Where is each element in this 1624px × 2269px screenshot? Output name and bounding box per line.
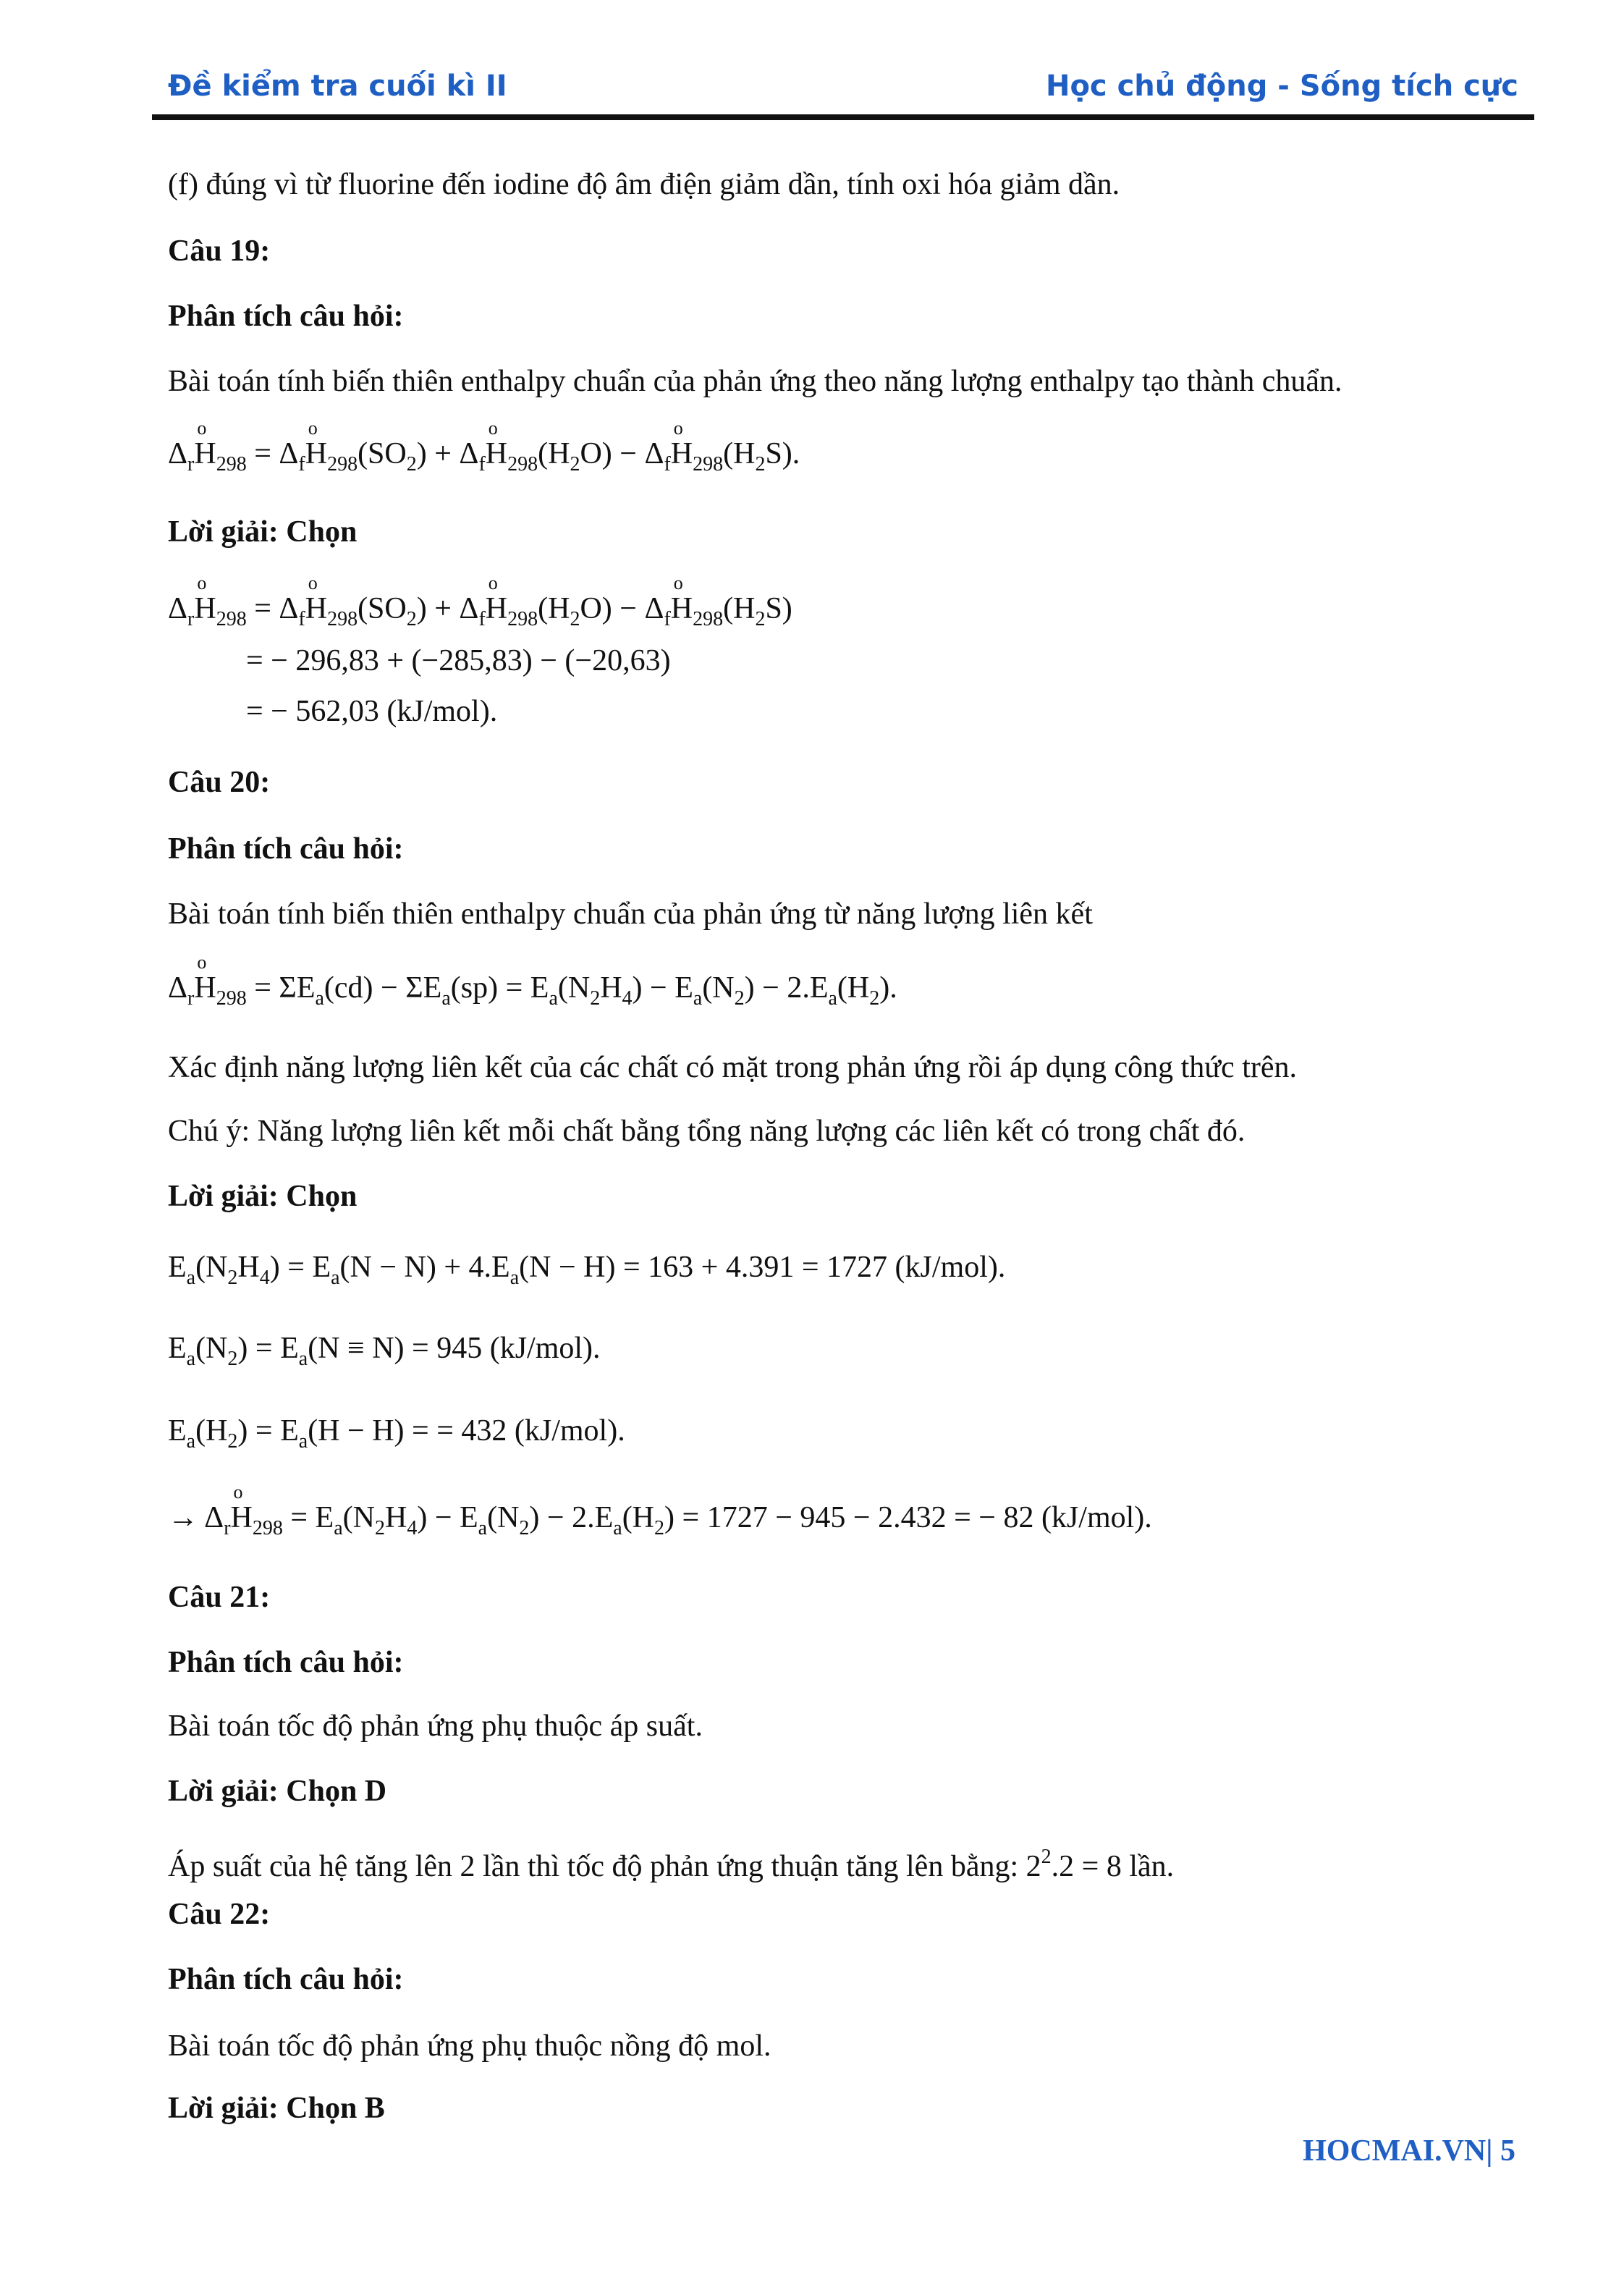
q20-eq1-tail: = 163 + 4.391 = 1727 (kJ/mol).: [622, 1251, 1006, 1284]
q22-solution-heading: Lời giải: Chọn B: [168, 2092, 385, 2125]
q20-eq2-tail: = 945 (kJ/mol).: [412, 1332, 601, 1365]
q20-determine-text: Xác định năng lượng liên kết của các chất có mặt trong phản ứng rồi áp dụng công thức trên.: [168, 1051, 1298, 1084]
q20-solution-heading: Lời giải: Chọn: [168, 1180, 358, 1213]
q19-solution-step3: = − 562,03 (kJ/mol).: [246, 695, 498, 728]
header-divider: [152, 114, 1534, 120]
q21-solution-heading: Lời giải: Chọn D: [168, 1775, 387, 1808]
q21-result: Áp suất của hệ tăng lên 2 lần thì tốc độ phản ứng thuận tăng lên bằng: $2^2.2 = 8$ lần.: [168, 1846, 1175, 1883]
q20-note-text: Chú ý: Năng lượng liên kết mỗi chất bằng tổng năng lượng các liên kết có trong chất đó.: [168, 1115, 1246, 1148]
intro-line: (f) đúng vì từ fluorine đến iodine độ âm điện giảm dần, tính oxi hóa giảm dần.: [168, 168, 1120, 201]
q19-title: Câu 19:: [168, 234, 271, 268]
q19-formula: $\Delta_rH$ o $_{298} = \Delta_fH$ o $_{298}(SO_2) + \Delta_fH$ o $_{298}(H_2O) - \Delta_fH$ o $_{298}(H_2S)$.: [168, 418, 800, 476]
q22-analysis-text: Bài toán tốc độ phản ứng phụ thuộc nồng độ mol.: [168, 2029, 771, 2063]
header-title-right: Học chủ động - Sống tích cực: [1045, 69, 1518, 103]
q21-result-tail: = 8 lần.: [1081, 1850, 1175, 1883]
q20-title: Câu 20:: [168, 766, 271, 799]
q20-analysis-text: Bài toán tính biến thiên enthalpy chuẩn của phản ứng từ năng lượng liên kết: [168, 897, 1093, 931]
q21-analysis-heading: Phân tích câu hỏi:: [168, 1646, 404, 1679]
q20-formula: $\Delta_rH$ o $_{298} = \Sigma E_a(cd) - \Sigma E_a(sp) = E_a(N_2H_4) - E_a(N_2) - 2.E_a(H_2)$.: [168, 952, 897, 1010]
q19-solution-heading: Lời giải: Chọn: [168, 515, 358, 549]
q20-eq4-tail: = 1727 − 945 − 2.432 = − 82 (kJ/mol).: [682, 1501, 1152, 1534]
q21-title: Câu 21:: [168, 1581, 271, 1614]
q20-eq3-tail: = 432 (kJ/mol).: [436, 1414, 625, 1448]
q21-analysis-text: Bài toán tốc độ phản ứng phụ thuộc áp suất.: [168, 1710, 703, 1743]
q22-analysis-heading: Phân tích câu hỏi:: [168, 1963, 404, 1996]
q20-eq3: $E_a(H_2) = E_a(H - H)$ = = 432 (kJ/mol).: [168, 1414, 625, 1453]
q19-analysis-heading: Phân tích câu hỏi:: [168, 300, 404, 333]
q21-result-text: Áp suất của hệ tăng lên 2 lần thì tốc độ phản ứng thuận tăng lên bằng:: [168, 1850, 1019, 1883]
footer-page-number: HOCMAI.VN| 5: [1303, 2134, 1515, 2168]
header-title-left: Đề kiểm tra cuối kì II: [168, 69, 507, 103]
q19-solution-step1: $\Delta_rH$ o $_{298} = \Delta_fH$ o $_{298}(SO_2) + \Delta_fH$ o $_{298}(H_2O) - \Delta_fH$ o $_{298}(H_2S)$: [168, 572, 792, 630]
q20-analysis-heading: Phân tích câu hỏi:: [168, 832, 404, 866]
q22-title: Câu 22:: [168, 1898, 271, 1931]
q20-eq4: → $\Delta_rH$ o $_{298} = E_a(N_2H_4) - E_a(N_2) - 2.E_a(H_2) = 1727 - 945 - 2.432$ = − 82 (kJ/mol).: [168, 1482, 1152, 1539]
q19-analysis-text: Bài toán tính biến thiên enthalpy chuẩn của phản ứng theo năng lượng enthalpy tạo thành chuẩn.: [168, 365, 1342, 398]
q20-eq1: $E_a(N_2H_4) = E_a(N - N) + 4.E_a(N - H) = 163 + 4.391 = 1727$ (kJ/mol).: [168, 1251, 1006, 1289]
q20-eq2: $E_a(N_2) = E_a(N \equiv N) = 945$ (kJ/mol).: [168, 1332, 601, 1370]
q19-solution-step2: = − 296,83 + (−285,83) − (−20,63): [246, 644, 671, 677]
